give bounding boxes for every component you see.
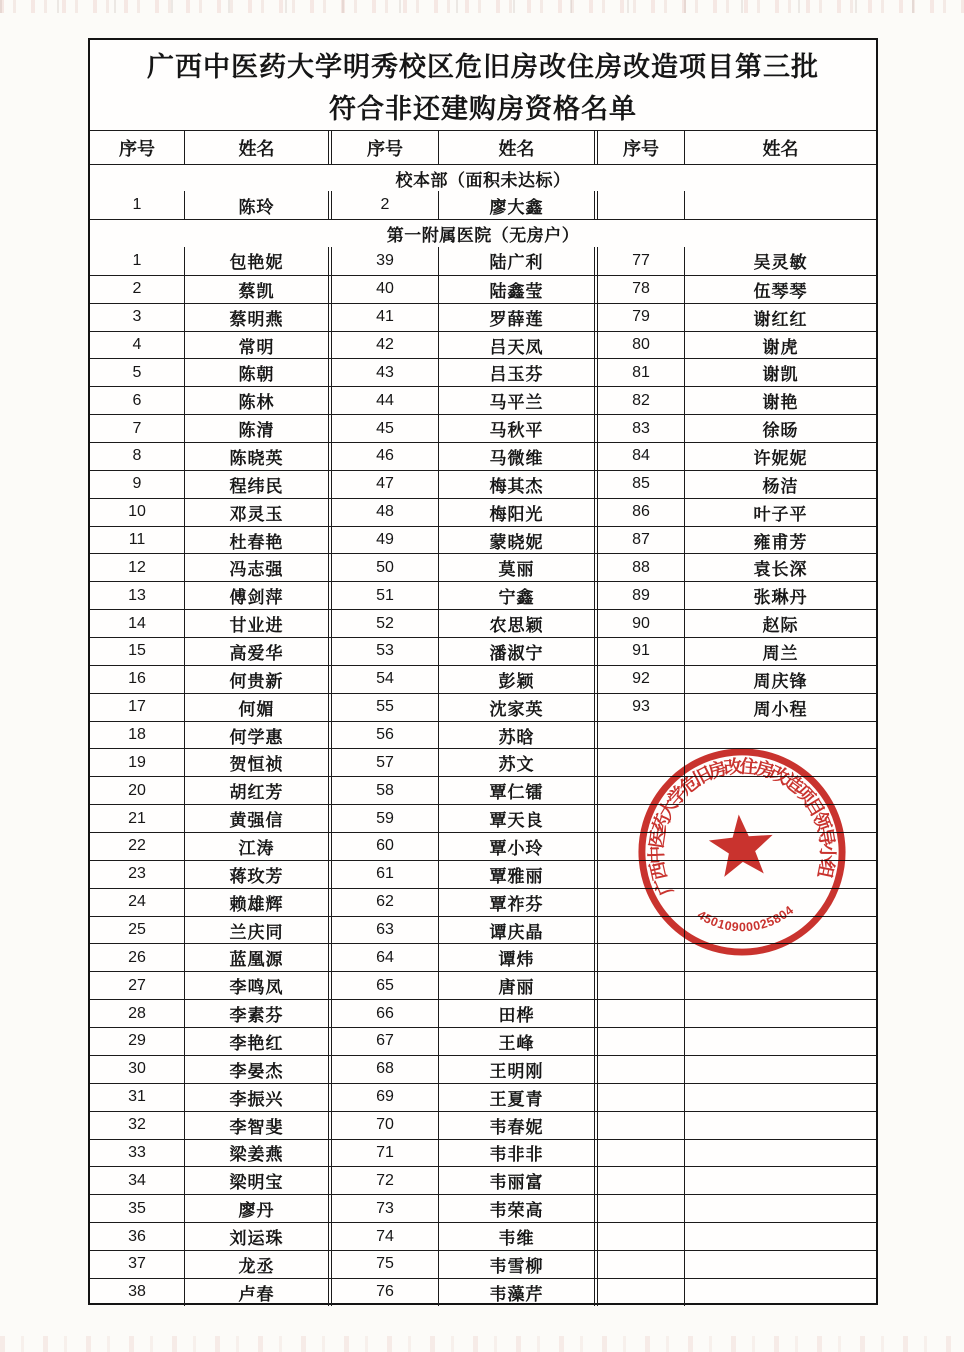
table-row	[90, 888, 876, 916]
row-number-cell: 87	[594, 527, 684, 554]
name-cell	[684, 889, 876, 916]
name-cell: 李鸣凤	[184, 972, 328, 999]
section-rows-campus	[90, 191, 876, 219]
name-cell: 梁姜燕	[184, 1140, 328, 1167]
header-cell-no-1: 序号	[119, 138, 155, 159]
name-cell	[684, 749, 876, 776]
row-number-cell: 43	[328, 359, 438, 386]
name-cell: 包艳妮	[184, 247, 328, 275]
name-cell: 彭颖	[438, 666, 594, 693]
name-cell	[684, 1084, 876, 1111]
row-number-cell: 1	[132, 251, 142, 269]
name-cell: 潘淑宁	[438, 638, 594, 665]
name-cell: 许妮妮	[684, 443, 876, 470]
row-number-cell	[594, 722, 684, 749]
row-number-cell: 17	[128, 698, 146, 716]
row-number-cell: 31	[128, 1088, 146, 1106]
name-cell	[684, 861, 876, 888]
name-cell: 伍琴琴	[684, 276, 876, 303]
table-row	[90, 358, 876, 386]
name-cell: 周兰	[684, 638, 876, 665]
row-number-cell	[594, 1251, 684, 1278]
row-number-cell: 41	[328, 304, 438, 331]
name-cell: 吴灵敏	[684, 247, 876, 275]
name-cell: 杨洁	[684, 471, 876, 498]
row-number-cell: 65	[328, 972, 438, 999]
row-number-cell: 88	[594, 554, 684, 581]
name-cell: 李晏杰	[184, 1056, 328, 1083]
table-row	[90, 442, 876, 470]
row-number-cell	[594, 749, 684, 776]
name-cell: 沈家英	[438, 694, 594, 721]
table-row	[90, 581, 876, 609]
seal-arc-text: 广西中医药大学危旧房改住房改造项目领导小组	[646, 756, 838, 899]
name-cell: 刘运珠	[184, 1223, 328, 1250]
row-number-cell: 22	[128, 837, 146, 855]
name-cell: 王明刚	[438, 1056, 594, 1083]
row-number-cell: 36	[128, 1227, 146, 1245]
table-row	[90, 999, 876, 1027]
name-cell: 胡红芳	[184, 777, 328, 804]
table-row	[90, 971, 876, 999]
table-row	[90, 1250, 876, 1278]
row-number-cell: 4	[132, 336, 142, 353]
header-cell-name-2: 姓名	[438, 131, 594, 164]
name-cell: 韦春妮	[438, 1112, 594, 1139]
name-cell	[684, 1140, 876, 1167]
name-cell	[684, 944, 876, 971]
row-number-cell: 2	[132, 280, 142, 298]
name-cell: 杜春艳	[184, 527, 328, 554]
name-cell: 陈清	[184, 415, 328, 442]
name-cell: 陈玲	[184, 191, 328, 219]
name-cell: 覃祚芬	[438, 889, 594, 916]
row-number-cell	[594, 1140, 684, 1167]
name-cell	[684, 972, 876, 999]
row-number-cell: 19	[128, 753, 146, 771]
name-cell: 蔡凯	[184, 276, 328, 303]
table-row	[90, 832, 876, 860]
name-cell: 覃雅丽	[438, 861, 594, 888]
name-cell	[684, 1223, 876, 1250]
row-number-cell	[594, 1000, 684, 1027]
row-number-cell: 30	[128, 1060, 146, 1078]
name-cell: 黄强信	[184, 805, 328, 832]
row-number-cell: 12	[128, 558, 146, 576]
table-row	[90, 609, 876, 637]
section-header-hospital: 第一附属医院（无房户）	[90, 219, 876, 247]
name-cell: 宁鑫	[438, 582, 594, 609]
row-number-cell: 50	[328, 554, 438, 581]
name-cell: 赖雄辉	[184, 889, 328, 916]
row-number-cell: 58	[328, 777, 438, 804]
roster-table	[88, 38, 878, 1305]
name-cell: 陈晓英	[184, 443, 328, 470]
row-number-cell: 48	[328, 499, 438, 526]
name-cell: 陈林	[184, 387, 328, 414]
row-number-cell: 24	[128, 893, 146, 911]
row-number-cell: 52	[328, 610, 438, 637]
name-cell: 李艳红	[184, 1028, 328, 1055]
row-number-cell: 63	[328, 917, 438, 944]
name-cell: 廖大鑫	[438, 191, 594, 219]
row-number-cell: 3	[132, 308, 142, 326]
row-number-cell: 66	[328, 1000, 438, 1027]
row-number-cell: 78	[594, 276, 684, 303]
name-cell: 王峰	[438, 1028, 594, 1055]
name-cell: 唐丽	[438, 972, 594, 999]
row-number-cell: 42	[328, 332, 438, 359]
name-cell: 苏文	[438, 749, 594, 776]
name-cell: 雍甫芳	[684, 527, 876, 554]
row-number-cell: 77	[594, 247, 684, 275]
name-cell: 赵际	[684, 610, 876, 637]
name-cell	[684, 1195, 876, 1222]
table-row	[90, 1111, 876, 1139]
name-cell: 陆广利	[438, 247, 594, 275]
row-number-cell	[594, 972, 684, 999]
row-number-cell	[594, 833, 684, 860]
row-number-cell: 15	[128, 642, 146, 660]
name-cell: 韦非非	[438, 1140, 594, 1167]
name-cell: 袁长深	[684, 554, 876, 581]
table-row	[90, 498, 876, 526]
table-row	[90, 1139, 876, 1167]
name-cell	[684, 833, 876, 860]
table-row	[90, 1278, 876, 1306]
scan-noise-top	[0, 0, 964, 13]
row-number-cell	[594, 889, 684, 916]
name-cell: 韦雪柳	[438, 1251, 594, 1278]
row-number-cell: 40	[328, 276, 438, 303]
table-row	[90, 303, 876, 331]
name-cell: 罗薛莲	[438, 304, 594, 331]
name-cell: 蓝凰源	[184, 944, 328, 971]
row-number-cell: 75	[328, 1251, 438, 1278]
row-number-cell	[594, 1167, 684, 1194]
name-cell: 徐旸	[684, 415, 876, 442]
table-row	[90, 943, 876, 971]
header-cell-name-3: 姓名	[684, 131, 876, 164]
row-number-cell: 47	[328, 471, 438, 498]
row-number-cell: 32	[128, 1116, 146, 1134]
name-cell: 李素芬	[184, 1000, 328, 1027]
table-row	[90, 414, 876, 442]
row-number-cell	[594, 1279, 684, 1306]
row-number-cell: 81	[594, 359, 684, 386]
row-number-cell: 9	[132, 475, 142, 493]
name-cell: 马秋平	[438, 415, 594, 442]
header-cell-name-1: 姓名	[184, 131, 328, 164]
name-cell: 何学惠	[184, 722, 328, 749]
name-cell	[684, 1056, 876, 1083]
name-cell: 谢凯	[684, 359, 876, 386]
name-cell	[684, 1279, 876, 1306]
name-cell: 张琳丹	[684, 582, 876, 609]
row-number-cell	[594, 777, 684, 804]
row-number-cell: 51	[328, 582, 438, 609]
table-row	[90, 748, 876, 776]
name-cell: 韦藻芹	[438, 1279, 594, 1306]
row-number-cell: 85	[594, 471, 684, 498]
title-line-1: 广西中医药大学明秀校区危旧房改住房改造项目第三批	[147, 51, 819, 82]
row-number-cell: 39	[328, 247, 438, 275]
row-number-cell: 16	[128, 670, 146, 688]
name-cell: 兰庆同	[184, 917, 328, 944]
name-cell: 傅剑萍	[184, 582, 328, 609]
row-number-cell: 72	[328, 1167, 438, 1194]
table-row	[90, 721, 876, 749]
row-number-cell: 89	[594, 582, 684, 609]
row-number-cell: 14	[128, 614, 146, 632]
name-cell: 马微维	[438, 443, 594, 470]
row-number-cell: 71	[328, 1140, 438, 1167]
name-cell: 覃天良	[438, 805, 594, 832]
table-row	[90, 331, 876, 359]
table-row	[90, 191, 876, 219]
row-number-cell: 64	[328, 944, 438, 971]
row-number-cell: 13	[128, 586, 146, 604]
table-row	[90, 860, 876, 888]
row-number-cell: 70	[328, 1112, 438, 1139]
name-cell: 蔡明燕	[184, 304, 328, 331]
row-number-cell	[594, 191, 684, 219]
name-cell: 常明	[184, 332, 328, 359]
row-number-cell: 34	[128, 1171, 146, 1189]
row-number-cell: 68	[328, 1056, 438, 1083]
row-number-cell: 23	[128, 865, 146, 883]
row-number-cell: 55	[328, 694, 438, 721]
row-number-cell: 82	[594, 387, 684, 414]
name-cell: 周小程	[684, 694, 876, 721]
name-cell: 陆鑫莹	[438, 276, 594, 303]
name-cell: 冯志强	[184, 554, 328, 581]
row-number-cell: 33	[128, 1143, 146, 1161]
table-row	[90, 916, 876, 944]
row-number-cell: 18	[128, 726, 146, 744]
row-number-cell: 69	[328, 1084, 438, 1111]
row-number-cell	[594, 1195, 684, 1222]
row-number-cell: 74	[328, 1223, 438, 1250]
table-row	[90, 1027, 876, 1055]
name-cell: 覃小玲	[438, 833, 594, 860]
name-cell	[684, 805, 876, 832]
title-line-2: 符合非还建购房资格名单	[329, 93, 637, 124]
name-cell	[684, 1167, 876, 1194]
table-row	[90, 1194, 876, 1222]
header-cell-no-2: 序号	[328, 131, 438, 164]
row-number-cell	[594, 1056, 684, 1083]
name-cell: 韦荣高	[438, 1195, 594, 1222]
name-cell: 李振兴	[184, 1084, 328, 1111]
row-number-cell	[594, 1028, 684, 1055]
name-cell: 韦维	[438, 1223, 594, 1250]
row-number-cell: 46	[328, 443, 438, 470]
table-row	[90, 526, 876, 554]
name-cell: 谭庆晶	[438, 917, 594, 944]
table-header-row	[90, 130, 876, 164]
table-row	[90, 386, 876, 414]
row-number-cell	[594, 944, 684, 971]
row-number-cell: 91	[594, 638, 684, 665]
name-cell: 蒙晓妮	[438, 527, 594, 554]
row-number-cell: 6	[132, 391, 142, 409]
row-number-cell: 44	[328, 387, 438, 414]
row-number-cell: 54	[328, 666, 438, 693]
name-cell: 王夏青	[438, 1084, 594, 1111]
row-number-cell: 37	[128, 1255, 146, 1273]
row-number-cell: 93	[594, 694, 684, 721]
name-cell: 江涛	[184, 833, 328, 860]
table-row	[90, 275, 876, 303]
row-number-cell: 11	[128, 531, 146, 549]
row-number-cell: 29	[128, 1032, 146, 1050]
seal-serial-number: 45010900025804	[694, 903, 797, 935]
name-cell: 梁明宝	[184, 1167, 328, 1194]
section-header-campus: 校本部（面积未达标）	[90, 164, 876, 191]
name-cell: 何贵新	[184, 666, 328, 693]
name-cell: 谢艳	[684, 387, 876, 414]
scan-noise-bottom	[0, 1336, 964, 1352]
row-number-cell: 84	[594, 443, 684, 470]
row-number-cell: 86	[594, 499, 684, 526]
row-number-cell: 49	[328, 527, 438, 554]
name-cell: 龙丞	[184, 1251, 328, 1278]
row-number-cell: 28	[128, 1004, 146, 1022]
name-cell: 廖丹	[184, 1195, 328, 1222]
name-cell: 谢红红	[684, 304, 876, 331]
name-cell: 李智斐	[184, 1112, 328, 1139]
table-row	[90, 1222, 876, 1250]
name-cell: 吕玉芬	[438, 359, 594, 386]
name-cell: 苏晗	[438, 722, 594, 749]
table-row	[90, 804, 876, 832]
row-number-cell: 73	[328, 1195, 438, 1222]
name-cell: 高爱华	[184, 638, 328, 665]
name-cell	[684, 1112, 876, 1139]
table-row	[90, 637, 876, 665]
section-rows-hospital	[90, 247, 876, 1306]
name-cell: 梅其杰	[438, 471, 594, 498]
table-row	[90, 1055, 876, 1083]
table-row	[90, 665, 876, 693]
row-number-cell	[594, 1112, 684, 1139]
name-cell	[684, 777, 876, 804]
row-number-cell: 20	[128, 781, 146, 799]
row-number-cell	[594, 1084, 684, 1111]
table-row	[90, 247, 876, 275]
name-cell: 邓灵玉	[184, 499, 328, 526]
row-number-cell: 67	[328, 1028, 438, 1055]
name-cell: 谭炜	[438, 944, 594, 971]
row-number-cell: 80	[594, 332, 684, 359]
name-cell: 农思颖	[438, 610, 594, 637]
row-number-cell: 92	[594, 666, 684, 693]
name-cell: 贺恒祯	[184, 749, 328, 776]
row-number-cell: 59	[328, 805, 438, 832]
name-cell	[684, 1028, 876, 1055]
name-cell: 蒋玫芳	[184, 861, 328, 888]
row-number-cell: 53	[328, 638, 438, 665]
table-row	[90, 1083, 876, 1111]
name-cell	[684, 1000, 876, 1027]
row-number-cell: 21	[128, 809, 146, 827]
table-row	[90, 776, 876, 804]
name-cell	[684, 191, 876, 219]
row-number-cell: 83	[594, 415, 684, 442]
row-number-cell: 10	[128, 503, 146, 521]
row-number-cell: 2	[328, 191, 438, 219]
name-cell	[684, 722, 876, 749]
row-number-cell: 26	[128, 948, 146, 966]
document-title	[90, 40, 876, 130]
name-cell: 周庆锋	[684, 666, 876, 693]
name-cell: 吕天凤	[438, 332, 594, 359]
row-number-cell: 57	[328, 749, 438, 776]
row-number-cell: 38	[128, 1283, 146, 1301]
name-cell: 卢春	[184, 1279, 328, 1306]
row-number-cell: 45	[328, 415, 438, 442]
row-number-cell: 7	[132, 419, 142, 437]
row-number-cell: 79	[594, 304, 684, 331]
table-row	[90, 553, 876, 581]
name-cell: 田桦	[438, 1000, 594, 1027]
name-cell: 覃仁镭	[438, 777, 594, 804]
row-number-cell: 8	[132, 447, 142, 465]
table-row	[90, 693, 876, 721]
row-number-cell	[594, 805, 684, 832]
row-number-cell: 90	[594, 610, 684, 637]
name-cell: 梅阳光	[438, 499, 594, 526]
row-number-cell: 60	[328, 833, 438, 860]
row-number-cell	[594, 861, 684, 888]
row-number-cell: 27	[128, 976, 146, 994]
name-cell: 莫丽	[438, 554, 594, 581]
row-number-cell	[594, 917, 684, 944]
row-number-cell	[594, 1223, 684, 1250]
name-cell: 谢虎	[684, 332, 876, 359]
name-cell: 何媚	[184, 694, 328, 721]
name-cell	[684, 1251, 876, 1278]
name-cell: 叶子平	[684, 499, 876, 526]
name-cell: 马平兰	[438, 387, 594, 414]
row-number-cell: 5	[132, 363, 142, 381]
table-row	[90, 1166, 876, 1194]
row-number-cell: 61	[328, 861, 438, 888]
row-number-cell: 56	[328, 722, 438, 749]
header-cell-no-3: 序号	[594, 131, 684, 164]
row-number-cell: 62	[328, 889, 438, 916]
name-cell: 程纬民	[184, 471, 328, 498]
name-cell: 甘业进	[184, 610, 328, 637]
name-cell: 陈朝	[184, 359, 328, 386]
row-number-cell: 25	[128, 921, 146, 939]
table-row	[90, 470, 876, 498]
row-number-cell: 1	[132, 196, 142, 213]
row-number-cell: 76	[328, 1279, 438, 1306]
row-number-cell: 35	[128, 1199, 146, 1217]
name-cell: 韦丽富	[438, 1167, 594, 1194]
name-cell	[684, 917, 876, 944]
